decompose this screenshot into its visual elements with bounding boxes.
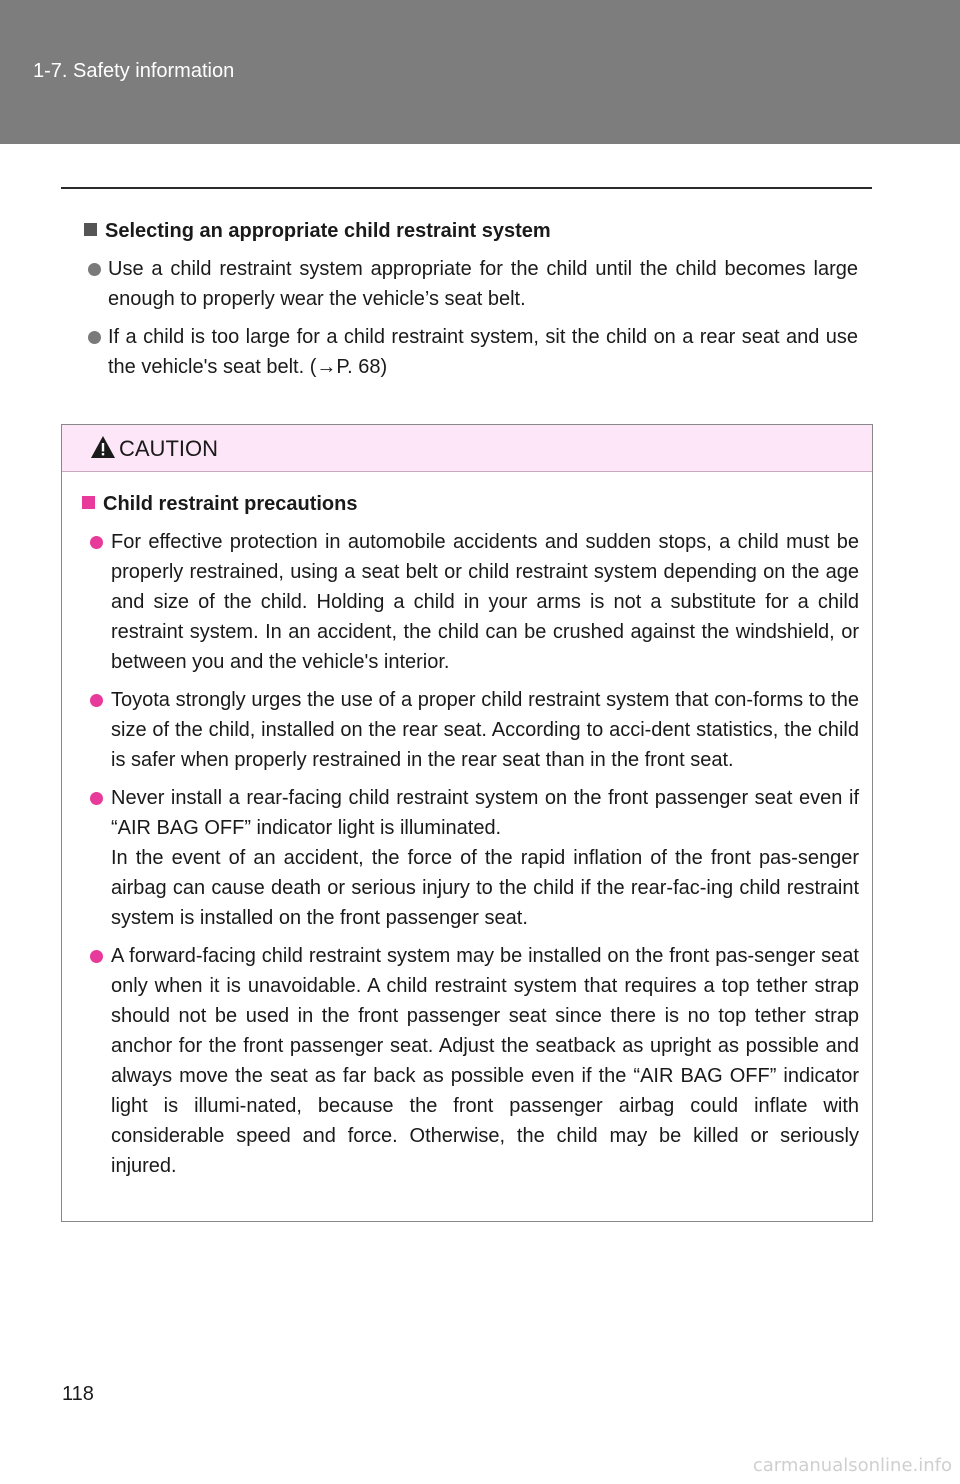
- circle-bullet-icon: [90, 536, 103, 549]
- list-item: Use a child restraint system appropriate for the child until the child becomes large enough to properly wear the vehicle’s seat belt.: [88, 254, 858, 314]
- circle-bullet-icon: [90, 694, 103, 707]
- list-item: Never install a rear-facing child restraint system on the front passenger seat even if “AIR BAG OFF” indicator light is illuminated. In the event of an accident, the force of the rapid inflation of the front pas-senger airbag can cause death or serious injury to the child if the rear-fac-ing child restraint system is installed on the front passenger seat.: [82, 783, 859, 933]
- circle-bullet-icon: [88, 331, 101, 344]
- list-item: For effective protection in automobile accidents and sudden stops, a child must be properly restrained, using a seat belt or child restraint system depending on the age and size of the child. Holding a child in your arms is not a substitute for a child restraint system. In an accident, the child can be crushed against the windshield, or between you and the vehicle's interior.: [82, 527, 859, 677]
- square-bullet-icon: [82, 496, 95, 509]
- page-number: 118: [62, 1383, 94, 1405]
- warning-icon: [90, 435, 116, 459]
- circle-bullet-icon: [90, 950, 103, 963]
- section-heading: Selecting an appropriate child restraint system: [84, 216, 858, 246]
- circle-bullet-icon: [88, 263, 101, 276]
- caution-box: [61, 424, 873, 1222]
- selection-section: [88, 216, 858, 382]
- divider: [61, 187, 872, 189]
- square-bullet-icon: [84, 223, 97, 236]
- caution-label: CAUTION: [119, 436, 218, 461]
- caution-heading: Child restraint precautions: [82, 489, 859, 519]
- list-item-continuation: In the event of an accident, the force of the rapid inflation of the front pas-senger airbag can cause death or serious injury to the child if the rear-fac-ing child restraint system is installed on the front passenger seat.: [111, 847, 859, 929]
- list-item: Toyota strongly urges the use of a proper child restraint system that con-forms to the size of the child, installed on the rear seat. According to acci-dent statistics, the child is safer when properly restrained in the rear seat than in the front seat.: [82, 685, 859, 775]
- list-item: If a child is too large for a child restraint system, sit the child on a rear seat and use the vehicle's seat belt. (→P. 68): [88, 322, 858, 382]
- caution-body: [82, 489, 859, 1181]
- section-title: 1-7. Safety information: [33, 60, 235, 82]
- watermark: carmanualsonline.info: [752, 1455, 952, 1476]
- caution-header: [62, 425, 872, 472]
- page-header: [0, 0, 960, 144]
- circle-bullet-icon: [90, 792, 103, 805]
- list-item: A forward-facing child restraint system may be installed on the front pas-senger seat only when it is unavoidable. A child restraint system that requires a top tether strap should not be used in the front passenger seat since there is no top tether strap anchor for the front passenger seat. Adjust the seatback as upright as possible and always move the seat as far back as possible even if the “AIR BAG OFF” indicator light is illumi-nated, because the front passenger airbag could inflate with considerable speed and force. Otherwise, the child may be killed or seriously injured.: [82, 941, 859, 1181]
